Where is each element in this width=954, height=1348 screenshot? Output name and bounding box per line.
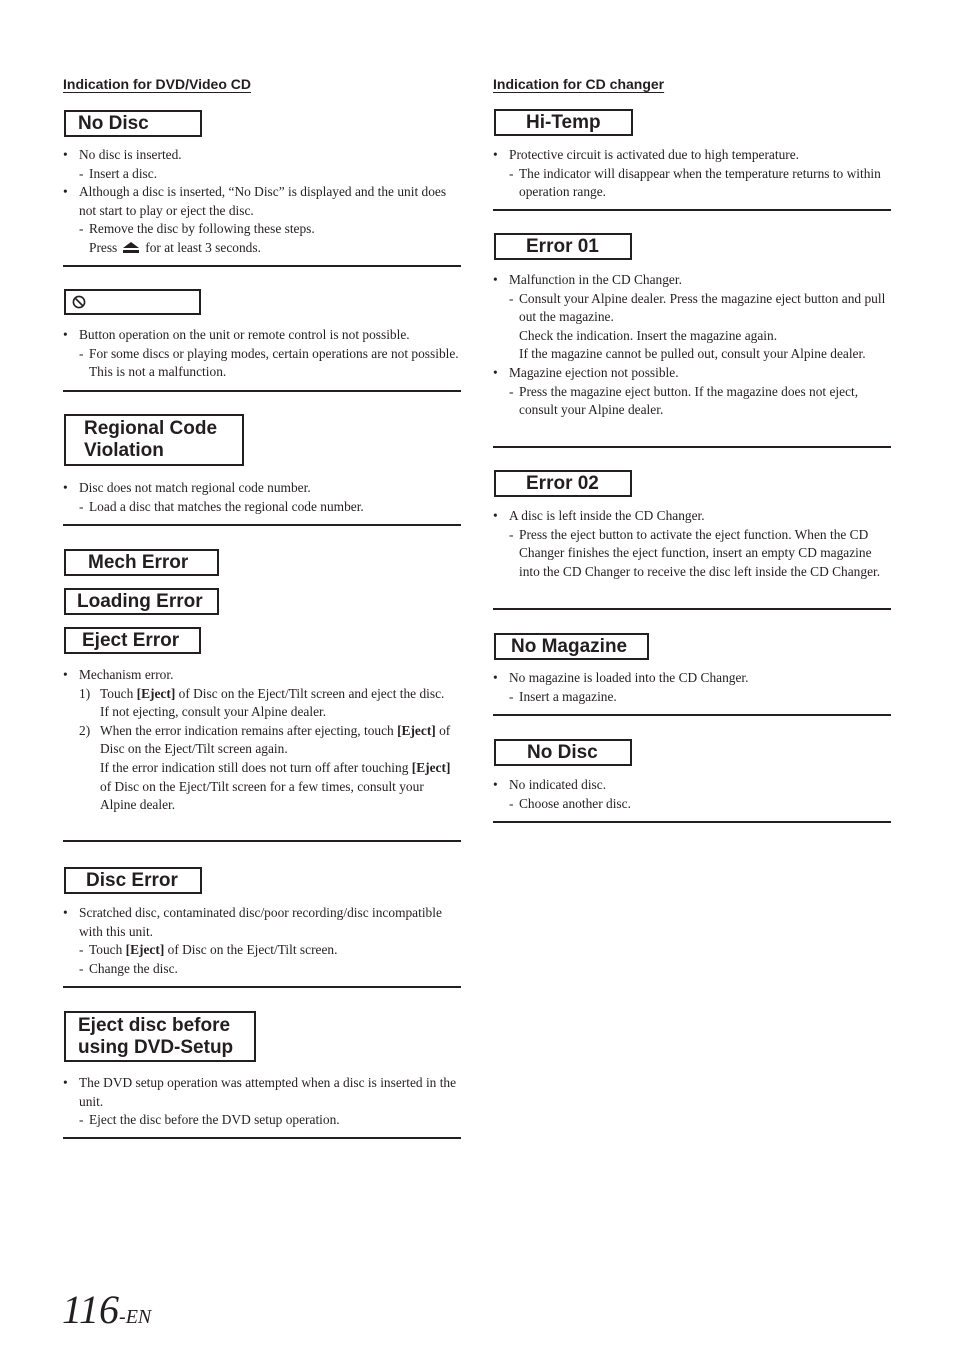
mech-error-description [63,666,461,815]
disc-error-description [63,904,461,978]
regional-description [63,479,461,516]
text: of Disc on the Eject/Tilt screen and eject the disc. [175,685,445,701]
error-01-indicator [494,233,632,260]
regional-code-indicator [64,414,244,466]
section-heading-cd-changer: Indication for CD changer [493,76,665,92]
mech-error-indicator [64,549,219,576]
divider [63,986,461,988]
dash-item: - Eject the disc before the DVD setup operation. [63,1111,461,1130]
divider [493,209,891,211]
bullet: • Although a disc is inserted, “No Disc” is displayed and the unit does not start to play or eject the disc. [63,183,461,220]
prohibited-icon [72,295,86,309]
numbered-item [63,685,461,704]
divider [493,446,891,448]
eject-before-description [63,1074,461,1130]
bullet: • Mechanism error. [63,666,461,685]
no-magazine-indicator [494,633,649,660]
text: of Disc on the Eject/Tilt screen. [164,942,338,958]
divider [63,524,461,526]
divider [493,608,891,610]
continuation [63,759,461,815]
loading-error-label: Loading Error [77,590,203,612]
bullet: • A disc is left inside the CD Changer. [493,507,891,526]
eject-before-label-1: Eject disc before [78,1014,231,1036]
dash-item: - The indicator will disappear when the temperature returns to within operation range. [493,165,891,202]
dash-item: - Remove the disc by following these steps. [63,220,461,239]
prohibited-indicator [64,289,201,315]
dash-item: - Press the magazine eject button. If the magazine does not eject, consult your Alpine dealer. [493,383,891,420]
hi-temp-label: Hi-Temp [526,111,601,133]
error-01-label: Error 01 [526,235,599,257]
numbered-item [63,722,461,759]
continuation: If the magazine cannot be pulled out, consult your Alpine dealer. [519,346,866,362]
bullet: • Scratched disc, contaminated disc/poor recording/disc incompatible with this unit. [63,904,461,941]
bullet: • No indicated disc. [493,776,891,795]
dash-item [63,941,461,960]
dash-item: - Insert a disc. [63,165,461,184]
disc-error-indicator [64,867,202,894]
bullet: • The DVD setup operation was attempted when a disc is inserted in the unit. [63,1074,461,1111]
bullet: • Malfunction in the CD Changer. [493,271,891,290]
press-instruction [63,239,461,258]
loading-error-indicator [64,588,219,615]
dash-item: - Change the disc. [63,960,461,979]
divider [63,390,461,392]
eject-button-ref: [Eject] [397,722,436,738]
no-disc-label: No Disc [78,112,149,134]
divider [493,714,891,716]
eject-error-label: Eject Error [82,629,180,651]
section-heading-dvd: Indication for DVD/Video CD [63,76,251,92]
dash-item: - Insert a magazine. [493,688,891,707]
eject-before-label-2: using DVD-Setup [78,1036,234,1058]
text: of Disc on the Eject/Tilt screen for a few times, consult your Alpine dealer. [100,778,424,813]
error-02-label: Error 02 [526,472,599,494]
dash-item: - Load a disc that matches the regional code number. [63,498,461,517]
no-disc-cd-label: No Disc [527,741,598,763]
no-disc-cd-indicator [494,739,632,766]
divider [63,1137,461,1139]
eject-button-ref: [Eject] [136,685,176,701]
continuation: Check the indication. Insert the magazine again. [519,327,778,343]
page-number-value: 116 [62,1287,120,1332]
divider [63,840,461,842]
page-number-suffix: -EN [119,1306,152,1328]
eject-button-ref: [Eject] [411,759,451,775]
eject-icon [123,242,139,253]
text: Touch [100,685,137,701]
page-number [62,1286,151,1333]
eject-error-indicator [64,627,201,654]
disc-error-label: Disc Error [86,869,178,891]
eject-before-setup-indicator [64,1011,256,1062]
dash-item: - Press the eject button to activate the eject function. When the CD Changer finishes the eject function, insert an empty CD magazine into the CD Changer to receive the disc left inside the CD Changer. [493,526,891,582]
no-disc-description [63,146,461,258]
bullet: • Protective circuit is activated due to high temperature. [493,146,891,165]
item-number: 2) [79,722,91,738]
divider [63,265,461,267]
bullet: • Magazine ejection not possible. [493,364,891,383]
no-disc-indicator [64,110,202,137]
error-01-description [493,271,891,420]
press-pre: Press [89,239,118,255]
dash-item: - Choose another disc. [493,795,891,814]
bullet: • No magazine is loaded into the CD Changer. [493,669,891,688]
item-number: 1) [79,685,91,701]
error-02-indicator [494,470,632,497]
prohibited-description [63,326,461,382]
text: If the error indication still does not turn off after touching [100,759,412,775]
bullet: • Disc does not match regional code number. [63,479,461,498]
continuation: If not ejecting, consult your Alpine dealer. [100,704,327,720]
dash-item: - For some discs or playing modes, certain operations are not possible. This is not a malfunction. [63,345,461,382]
error-02-description [493,507,891,581]
text: Touch [89,942,126,958]
divider [493,821,891,823]
eject-button-ref: [Eject] [125,942,165,958]
no-disc-cd-description [493,776,891,813]
dash-item: - Consult your Alpine dealer. Press the magazine eject button and pull out the magazine. [493,290,891,327]
regional-label-2: Violation [84,440,164,461]
regional-label-1: Regional Code [84,418,218,439]
bullet: • No disc is inserted. [63,146,461,165]
no-magazine-description [493,669,891,706]
mech-error-label: Mech Error [88,551,189,573]
hi-temp-description [493,146,891,202]
hi-temp-indicator [494,109,633,136]
no-magazine-label: No Magazine [511,635,628,657]
bullet: • Button operation on the unit or remote control is not possible. [63,326,461,345]
text: When the error indication remains after ejecting, touch [100,722,398,738]
text: of Disc on the Eject/Tilt screen again. [100,722,451,757]
press-post: for at least 3 seconds. [145,239,261,255]
